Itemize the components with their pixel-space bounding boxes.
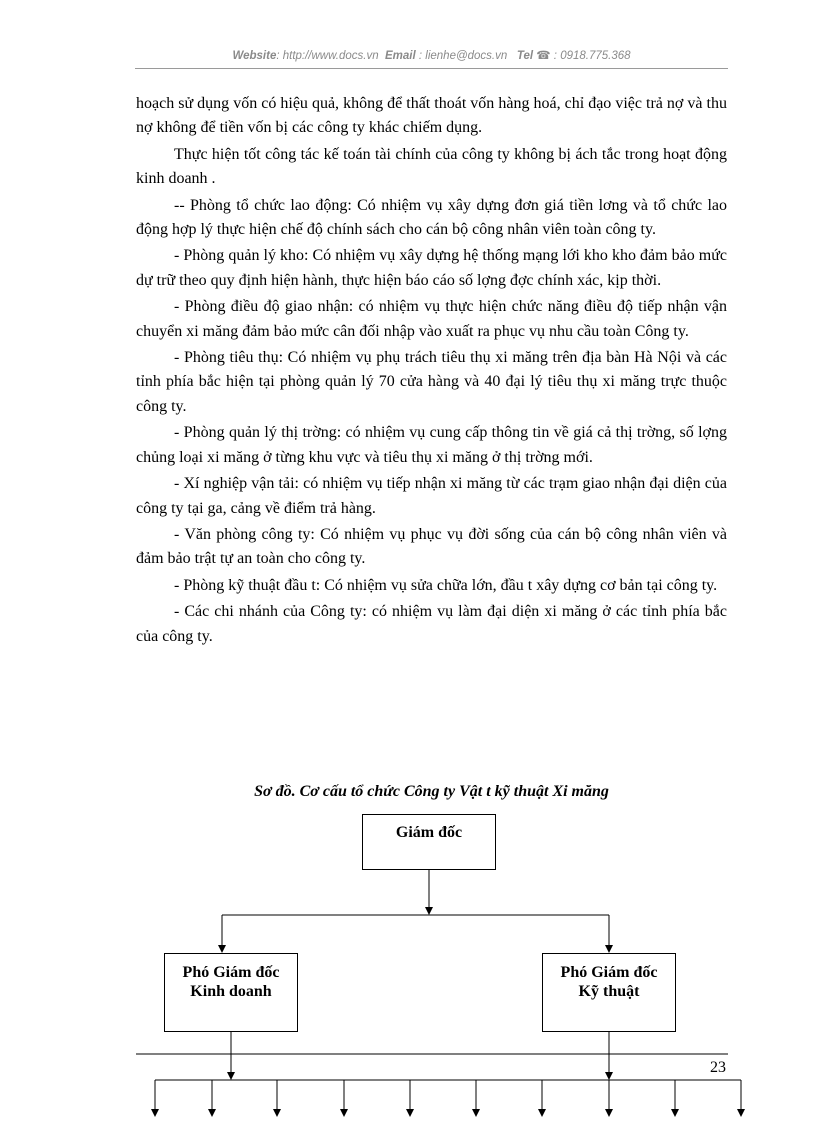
director-label: Giám đốc: [395, 824, 463, 841]
header-divider: [135, 68, 728, 69]
email-value: : lienhe@docs.vn: [415, 50, 508, 62]
phone-icon: ☎: [536, 50, 551, 62]
vp-tech-title: Phó Giám đốc: [560, 964, 658, 981]
paragraph: - Xí nghiệp vận tải: có nhiệm vụ tiếp nhận xi măng từ các trạm giao nhận đại diện của công ty tại ga, cảng về điểm trả hàng.: [136, 475, 727, 517]
vp-business-area: Kinh doanh: [190, 983, 272, 1000]
email-label: Email: [385, 50, 416, 62]
vp-tech-area: Kỹ thuật: [578, 983, 640, 1000]
paragraph: - Các chi nhánh của Công ty: có nhiệm vụ làm đại diện xi măng ở các tỉnh phía bắc của công ty.: [136, 603, 727, 645]
paragraph: - Phòng điều độ giao nhận: có nhiệm vụ thực hiện chức năng điều độ tiếp nhận vận chuyển xi măng đảm bảo mức cân đối nhập vào xuất ra phục vụ nhu cầu toàn Công ty.: [136, 298, 727, 340]
diagram-title: Sơ đồ. Cơ cấu tổ chức Công ty Vật t kỹ thuật Xi măng: [254, 783, 609, 800]
tel-value: : 0918.775.368: [550, 50, 631, 62]
paragraph: - Phòng tiêu thụ: Có nhiệm vụ phụ trách tiêu thụ xi măng trên địa bàn Hà Nội và các tỉnh phía bắc hiện tại phòng quản lý 70 cửa hàng và 40 đại lý tiêu thụ xi măng trực thuộc công ty.: [136, 349, 727, 415]
org-box-director: [362, 814, 496, 870]
document-body: [136, 92, 727, 651]
website-value: : http://www.docs.vn: [276, 50, 379, 62]
paragraph: hoạch sử dụng vốn có hiệu quả, không để thất thoát vốn hàng hoá, chỉ đạo việc trả nợ và thu nợ không để tiền vốn bị các công ty khác chiếm dụng.: [136, 95, 727, 137]
website-label: Website: [232, 50, 277, 62]
paragraph: - Phòng quản lý thị trờng: có nhiệm vụ cung cấp thông tin về giá cả thị trờng, số lợng chủng loại xi măng ở từng khu vực và tiêu thụ xi măng ở thị trờng mới.: [136, 424, 727, 466]
page-number: 23: [710, 1059, 726, 1076]
paragraph: - Phòng quản lý kho: Có nhiệm vụ xây dựng hệ thống mạng lới kho kho đảm bảo mức dự trữ theo quy định hiện hành, thực hiện báo cáo số lợng đợc chính xác, kịp thời.: [136, 247, 727, 289]
paragraph: -- Phòng tổ chức lao động: Có nhiệm vụ xây dựng đơn giá tiền lơng và tổ chức lao động hợp lý thực hiện chế độ chính sách cho cán bộ công nhân viên toàn công ty.: [136, 196, 727, 239]
paragraph: - Văn phòng công ty: Có nhiệm vụ phục vụ đời sống của cán bộ công nhân viên và đảm bảo trật tự an toàn cho công ty.: [136, 525, 727, 568]
tel-label: Tel: [516, 50, 534, 62]
org-box-vp-tech: [542, 953, 676, 1032]
page-header: [135, 48, 728, 62]
org-box-vp-business: [164, 953, 298, 1032]
vp-business-title: Phó Giám đốc: [182, 964, 280, 981]
paragraph: Thực hiện tốt công tác kế toán tài chính của công ty không bị ách tắc trong hoạt động kinh doanh .: [136, 145, 727, 188]
paragraph: - Phòng kỹ thuật đầu t: Có nhiệm vụ sửa chữa lớn, đầu t xây dựng cơ bản tại công ty.: [174, 576, 718, 594]
